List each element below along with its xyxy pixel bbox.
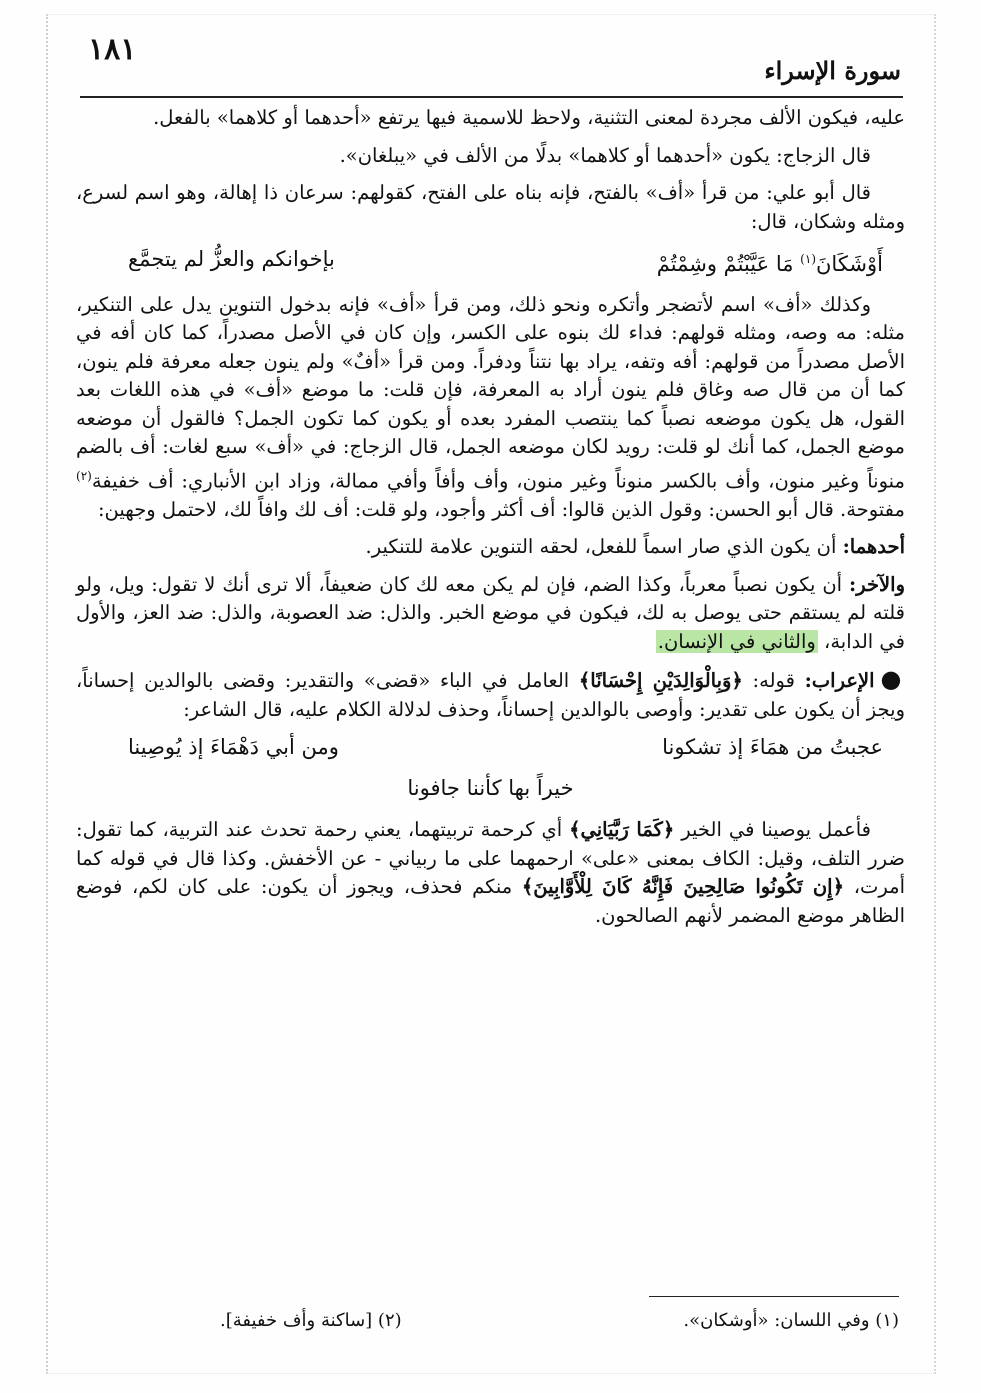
paragraph-5-text: أن يكون الذي صار اسماً للفعل، لحقه التنوين علامة للتنكير. xyxy=(365,535,843,558)
term-second: والآخر: xyxy=(849,572,905,596)
footnotes xyxy=(220,1310,899,1331)
paragraph-2: قال الزجاج: يكون «أحدهما أو كلاهما» بدلًا من الألف في «يبلغان». xyxy=(339,143,871,167)
poem-verse-2 xyxy=(76,733,905,762)
footnote-2: (٢) [ساكنة وأف خفيفة]. xyxy=(220,1310,402,1331)
verse-2-first-hemistich: عجبتُ من همَاءَ إذ تشكونا xyxy=(662,735,883,759)
highlighted-text: والثاني في الإنسان. xyxy=(657,629,816,653)
paragraph-6-text: أن يكون نصباً معرباً، وكذا الضم، فإن لم يكن معه لك كان ضعيفاً، ألا ترى أنك لا تقول: ويل، ولو قلته لم يستقم حتى يوصل به لك، فيكون في موضع الخبر. والذل: ضد العصوبة، والذل: ضد العز، والأول في الدابة، xyxy=(76,572,905,653)
paragraph-4 xyxy=(76,291,905,525)
quran-quote-1: ﴿وَبِالْوَالِدَيْنِ إِحْسَانًا﴾ xyxy=(578,669,743,692)
paragraph-4-end: مفتوحة. قال أبو الحسن: وقول الذين قالوا: أف أكثر وأجود، ولو قلت: أف لك وافاً لك، لاحتمل وجهين: xyxy=(97,497,905,521)
surah-title: سورة الإسراء xyxy=(764,56,901,85)
quran-quote-2: ﴿كَمَا رَبَّيَانِي﴾ xyxy=(569,818,675,841)
footnote-marker-2: (٢) xyxy=(76,468,92,483)
header-divider xyxy=(80,96,903,98)
paragraph-8-a: فأعمل يوصينا في الخير xyxy=(674,818,871,841)
verse-1-second-hemistich: بإخوانكم والعزُّ لم يتجمَّع xyxy=(128,247,335,271)
paragraph-8-b: أي كرحمة تربيتهما، يعني رحمة تحدث عند التربية، كما تقول: ضرر التلف، وقيل: الكاف بمعنى «على» ارحمهما على ما ربياني - عن الأخفش. وكذا قال في قوله كما أمرت، xyxy=(76,818,905,898)
paragraph-6 xyxy=(76,571,905,657)
footnote-1: (١) وفي اللسان: «أوشكان». xyxy=(683,1310,899,1331)
paragraph-8-c: منكم فحذف، ويجوز أن يكون: على كان لكم، فوضع الظاهر موضع المضمر لأنهم الصالحون. xyxy=(76,875,905,927)
verse-1-first-hemistich xyxy=(657,245,883,279)
verse-2-second-hemistich: ومن أبي دَهْمَاءَ إذ يُوصِينا xyxy=(128,735,339,759)
quran-quote-3: ﴿إِن تَكُونُوا صَالِحِينَ فَإِنَّهُ كَانَ لِلْأَوَّابِينَ﴾ xyxy=(521,875,845,898)
main-text xyxy=(76,104,905,939)
page-number: ١٨١ xyxy=(88,32,137,67)
verse-1-word: أَوْشَكَانَ xyxy=(816,252,883,276)
section-label-irab: الإعراب: xyxy=(804,669,875,692)
paragraph-7-b: العامل في الباء «قضى» والتقدير: وقضى بالوالدين إحساناً، ويجز أن يكون على تقدير: وأوصى بالوالدين إحساناً، وحذف لدلالة الكلام عليه، قال الشاعر: xyxy=(76,669,905,721)
paragraph-3: قال أبو علي: من قرأ «أف» بالفتح، فإنه بناه على الفتح، كقولهم: سرعان ذا إهالة، وهو اسم لسرع، ومثله وشكان، قال: xyxy=(76,181,905,233)
poem-verse-1 xyxy=(76,245,905,279)
paragraph-8 xyxy=(76,816,905,930)
footnote-marker-1: (١) xyxy=(800,252,816,266)
paragraph-7-a: قوله: xyxy=(742,669,805,692)
poem-verse-3: خيراً بها كأننا جافونا xyxy=(407,775,574,800)
paragraph-1: عليه، فيكون الألف مجردة لمعنى التثنية، ولاحظ للاسمية فيها يرتفع «أحدهما أو كلاهما» بالفعل. xyxy=(153,106,905,129)
term-first: أحدهما: xyxy=(842,535,905,558)
paragraph-5 xyxy=(76,533,905,562)
paragraph-7 xyxy=(76,665,905,724)
footnote-divider xyxy=(649,1296,899,1297)
paragraph-4-text: وكذلك «أف» اسم لأتضجر وأتكره ونحو ذلك، ومن قرأ «أف» فإنه بدخول التنوين يدل على التنكير، مثله: مه وصه، ومثله قولهم: فداء لك بنوه على الكسر، وإن كان في الأصل مصدراً، كما كان أفه في الأصل مصدراً من قولهم: أفه وتفه، يراد بها نتناً ودفراً. ومن قرأ «أفٌ» ولم ينون جعله معرفة فلم ينون، كما أن من قال صه وغاق فلم ينون أراد به المعرفة، فإن قلت: ما موضع «أف» في هذه اللغات بعد القول، هل يكون موضعه نصباً كما ينتصب المفرد بعده أو يكون كما تكون الجمل؟ فالقول أن موضعه موضع الجمل، كما أنك لو قلت: رويد لكان موضعه الجمل، قال الزجاج: في «أف» سبع لغات: أف بالضم منوناً وغير منون، وأف بالكسر منوناً وغير منون، وأف وأفاً وأفي ممالة، وزاد ابن الأنباري: أف خفيفة xyxy=(76,292,905,492)
verse-1-rest: مَا عَيَّبْتُمْ وشِمْتُمْ xyxy=(656,252,794,276)
bullet-icon: ● xyxy=(880,664,905,693)
